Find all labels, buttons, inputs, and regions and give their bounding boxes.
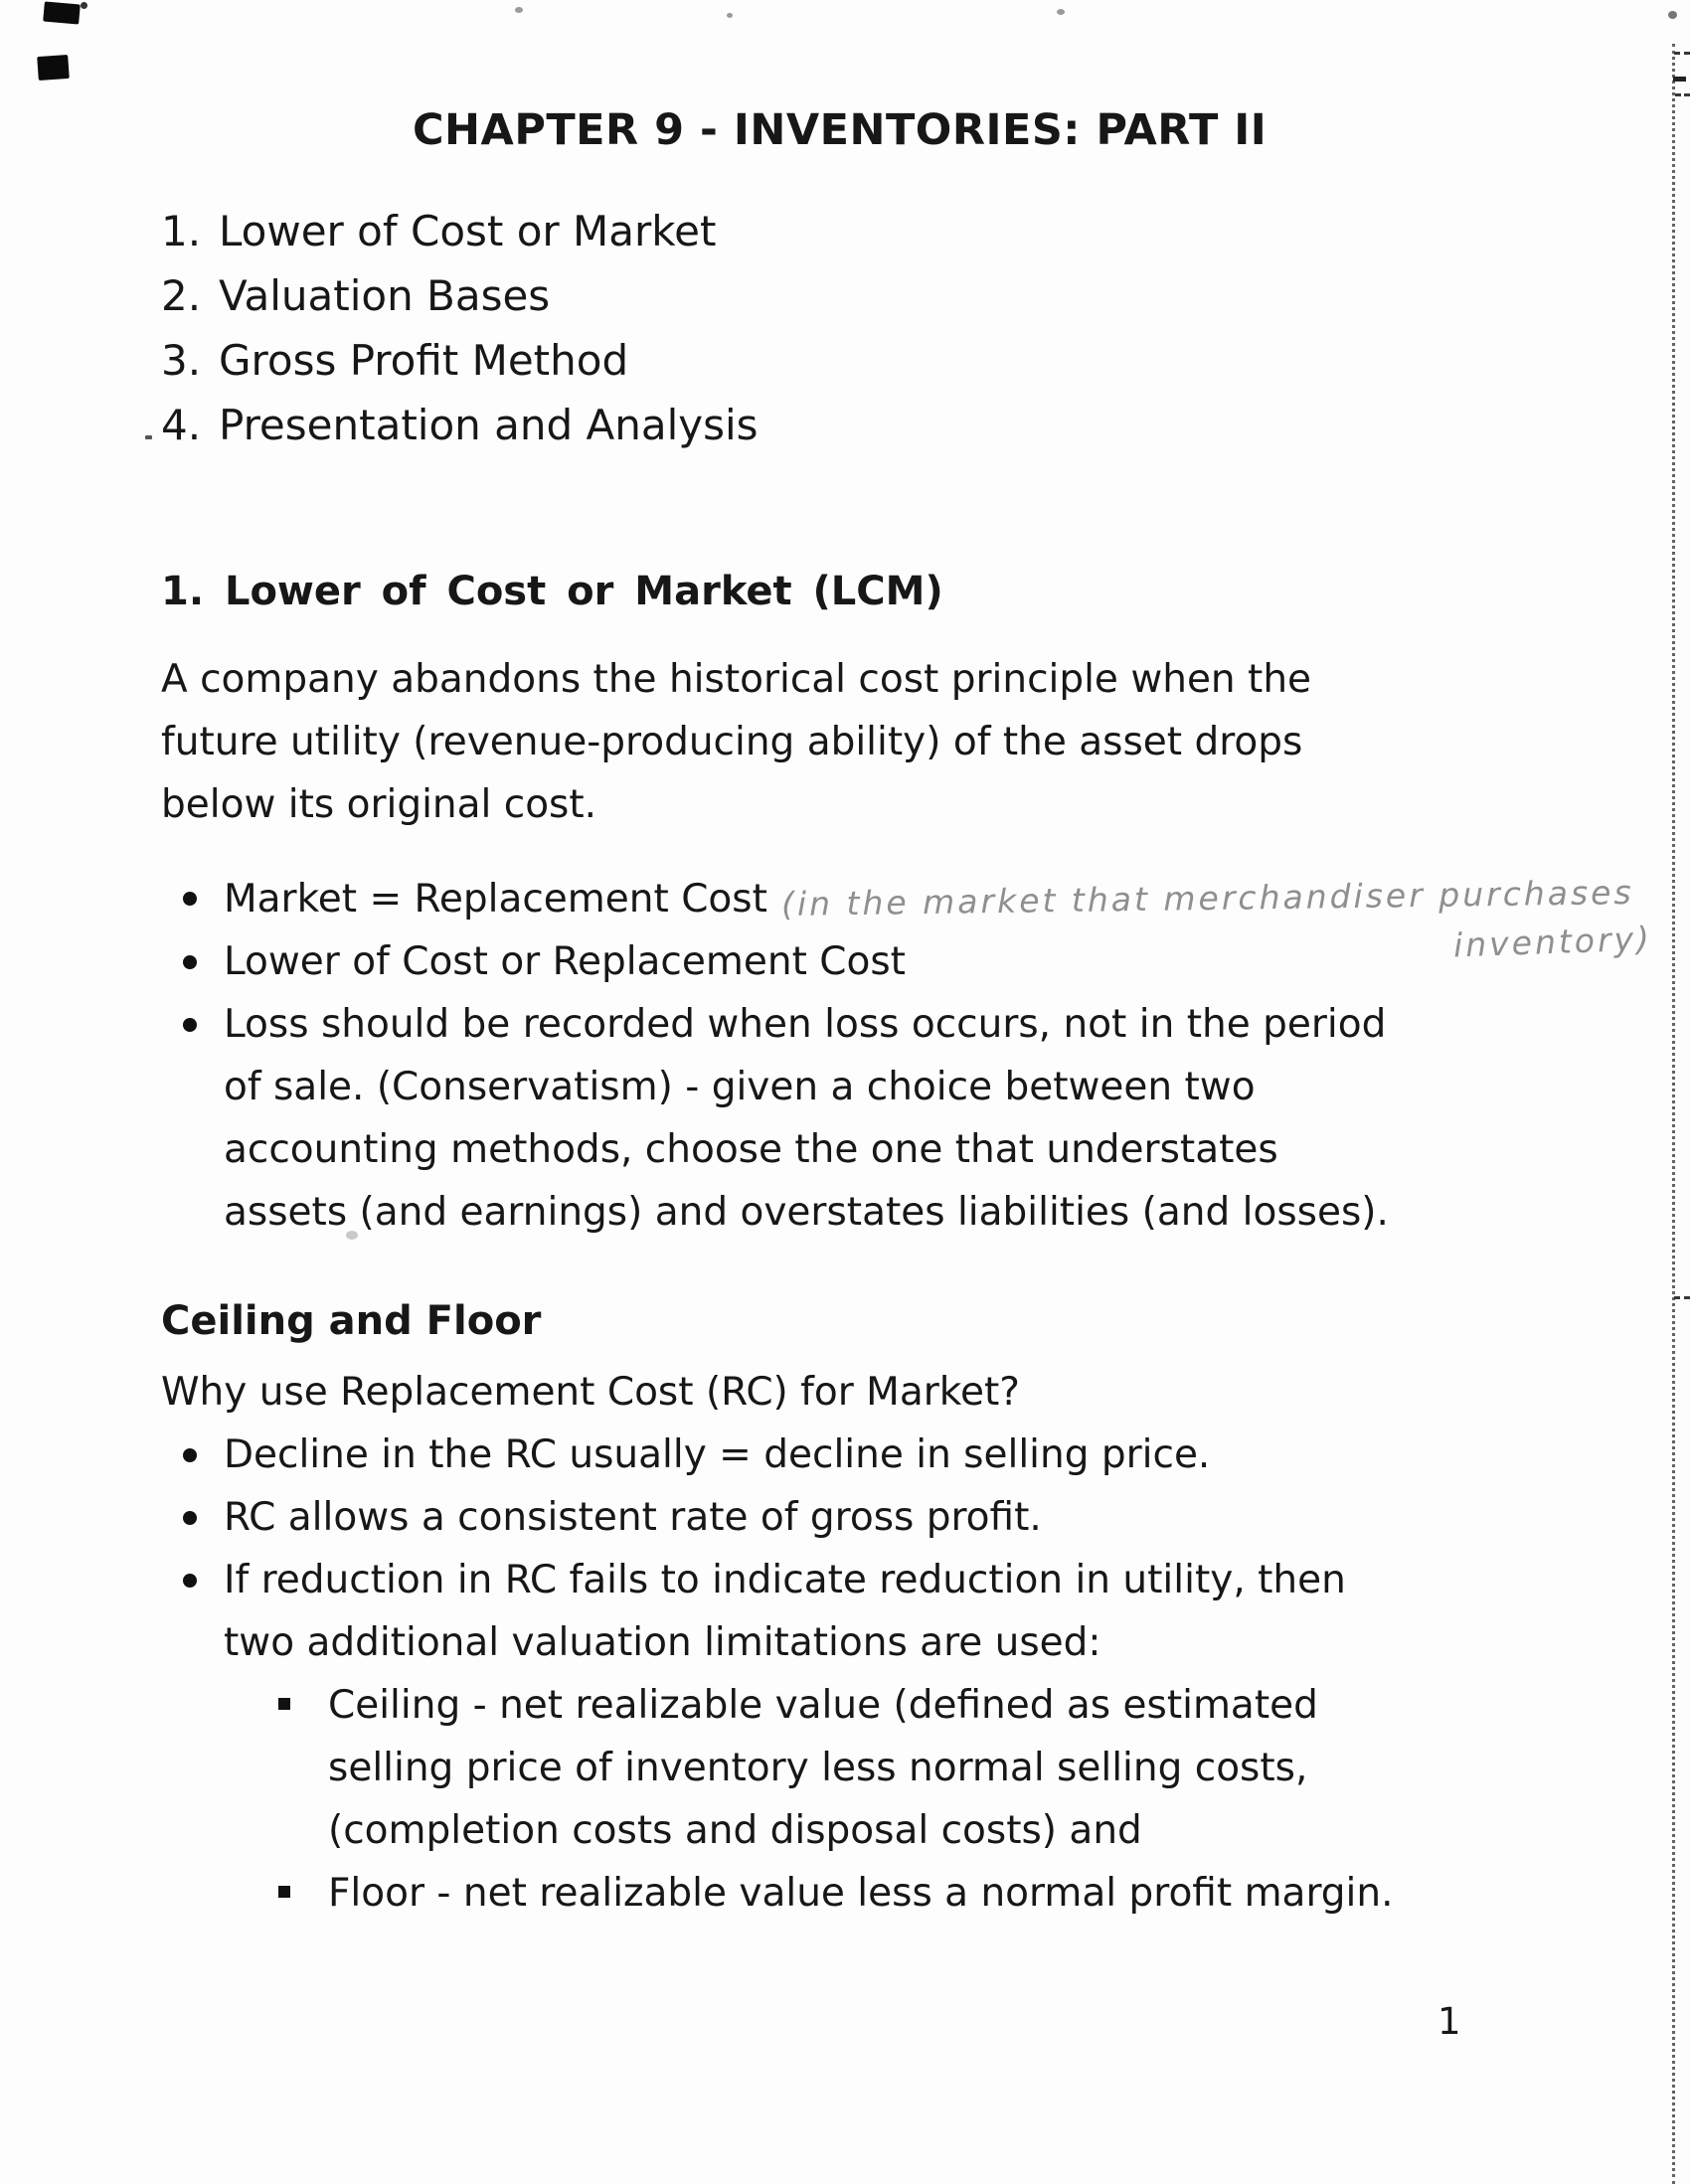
bullet-text: Decline in the RC usually = decline in selling price. — [224, 1432, 1211, 1477]
bullet-text: Lower of Cost or Replacement Cost — [224, 939, 906, 984]
outline-item-number: 3. — [161, 336, 202, 385]
outline-item-number: 4. — [161, 401, 202, 449]
outline-item-label: Lower of Cost or Market — [219, 207, 717, 255]
outline-item — [161, 328, 759, 393]
ceiling-floor-bullet-list — [161, 1424, 1394, 1925]
bullet-icon — [183, 892, 197, 906]
scan-edge-tick — [1673, 77, 1686, 82]
page-title: CHAPTER 9 - INVENTORIES: PART II — [413, 105, 1268, 155]
bullet-text-continuation: accounting methods, choose the one that understates — [224, 1127, 1278, 1172]
bullet-item — [161, 1424, 1394, 1486]
bullet-item — [161, 993, 1634, 1056]
bullet-item — [161, 1549, 1394, 1611]
paragraph-line: future utility (revenue-producing ability) of the asset drops — [161, 720, 1303, 764]
outline-item-label: Presentation and Analysis — [219, 401, 759, 449]
bullet-text: Market = Replacement Cost — [224, 877, 767, 922]
bullet-text: If reduction in RC fails to indicate reduction in utility, then — [224, 1558, 1346, 1602]
scan-speck — [727, 13, 733, 18]
bullet-text-continuation: two additional valuation limitations are used: — [224, 1620, 1101, 1665]
outline-item-label: Valuation Bases — [219, 271, 551, 320]
outline-item-number: 2. — [161, 271, 202, 320]
scan-speck — [515, 7, 523, 13]
scan-edge-tick — [1674, 1296, 1690, 1299]
scan-artifact-mark — [37, 55, 70, 81]
bullet-item — [161, 930, 1634, 993]
bullet-icon — [183, 1511, 197, 1525]
sub-bullet-item — [161, 1862, 1394, 1925]
sub-bullet-item — [161, 1674, 1394, 1737]
square-bullet-icon — [278, 1886, 290, 1898]
scan-artifact-mark — [43, 1, 81, 24]
section-heading-ceiling-floor: Ceiling and Floor — [161, 1298, 542, 1344]
scan-speck — [1668, 11, 1677, 19]
handwritten-annotation: inventory) — [1452, 919, 1653, 965]
scan-edge-tick — [1675, 93, 1690, 96]
lcm-intro-paragraph — [161, 648, 1311, 836]
sub-bullet-text: Floor - net realizable value less a normal profit margin. — [328, 1871, 1394, 1916]
sub-bullet-text-continuation: selling price of inventory less normal selling costs, — [328, 1746, 1308, 1790]
outline-item — [161, 263, 759, 328]
bullet-item — [161, 1486, 1394, 1549]
scan-speck — [1057, 9, 1065, 15]
outline-item — [161, 199, 759, 263]
bullet-text: RC allows a consistent rate of gross profit. — [224, 1495, 1042, 1540]
bullet-item — [161, 867, 1634, 930]
bullet-text: Loss should be recorded when loss occurs, not in the period — [224, 1002, 1387, 1047]
sub-bullet-text: Ceiling - net realizable value (defined as estimated — [328, 1683, 1318, 1728]
paragraph-line: below its original cost. — [161, 782, 597, 827]
bullet-icon — [183, 1574, 197, 1588]
scan-speck — [145, 435, 152, 439]
paragraph-line: A company abandons the historical cost principle when the — [161, 657, 1312, 702]
scan-edge-tick — [1674, 52, 1690, 55]
scan-edge-line — [1672, 44, 1675, 2184]
bullet-text-continuation: of sale. (Conservatism) - given a choice between two — [224, 1065, 1256, 1109]
scan-speck — [81, 2, 87, 9]
bullet-icon — [183, 1018, 197, 1032]
handwritten-annotation: (in the market that merchandiser purchases — [780, 873, 1634, 924]
bullet-icon — [183, 955, 197, 969]
lcm-bullet-list — [161, 867, 1634, 1244]
square-bullet-icon — [278, 1698, 290, 1710]
chapter-outline-list — [161, 199, 759, 457]
outline-item — [161, 393, 759, 457]
page-number: 1 — [1437, 2000, 1461, 2043]
ceiling-floor-question: Why use Replacement Cost (RC) for Market? — [161, 1370, 1020, 1415]
sub-bullet-text-continuation: (completion costs and disposal costs) and — [328, 1808, 1142, 1853]
outline-item-label: Gross Profit Method — [219, 336, 629, 385]
bullet-icon — [183, 1448, 197, 1462]
section-heading-lcm: 1. Lower of Cost or Market (LCM) — [161, 569, 943, 614]
outline-item-number: 1. — [161, 207, 202, 255]
bullet-text-continuation: assets (and earnings) and overstates liabilities (and losses). — [224, 1190, 1389, 1235]
